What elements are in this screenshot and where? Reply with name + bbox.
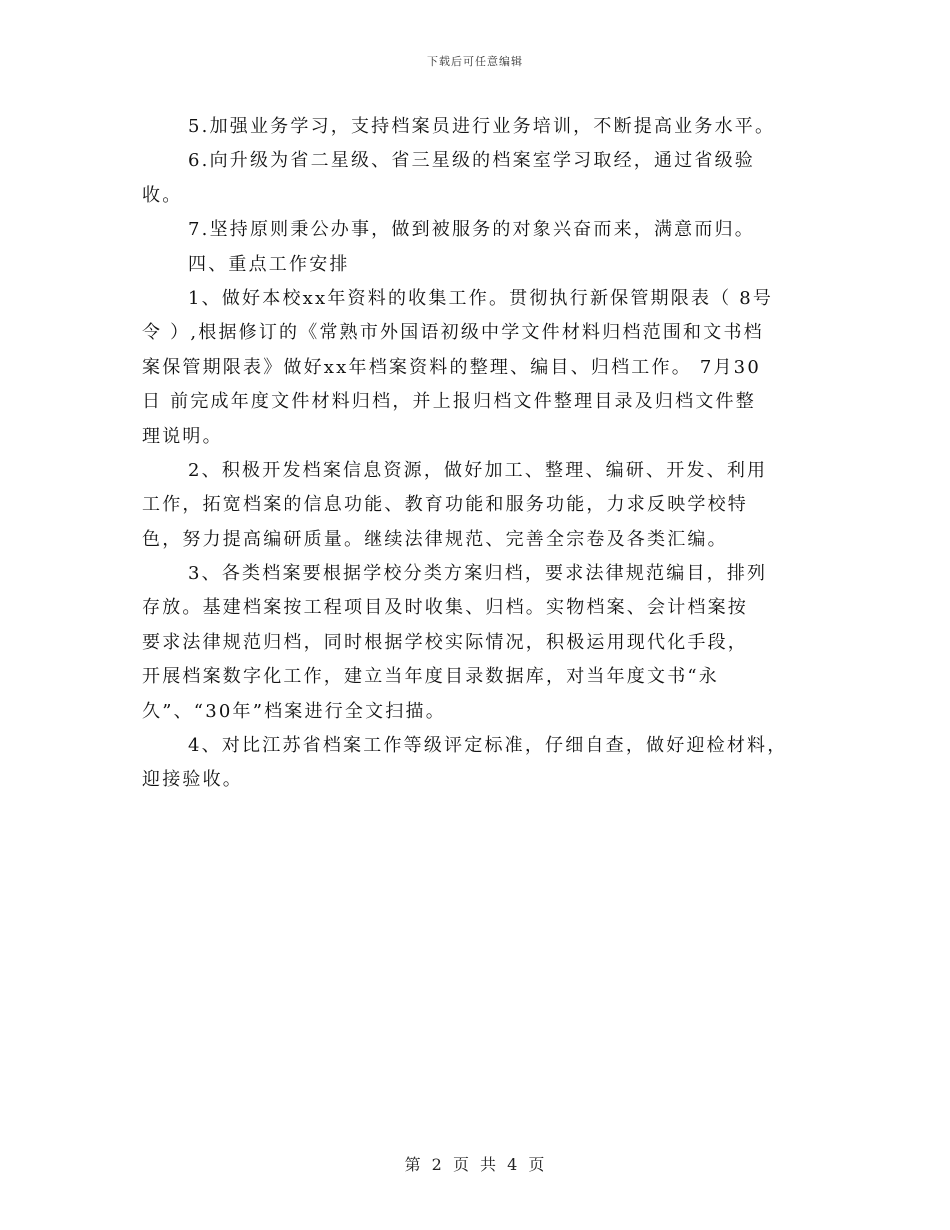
- body-line: 案保管期限表》做好xx年档案资料的整理、编目、归档工作。 7月30: [142, 356, 761, 378]
- page-header: 下载后可任意编辑: [427, 55, 523, 68]
- document-body: [142, 110, 810, 798]
- body-line: 收。: [142, 184, 183, 206]
- body-line: 迎接验收。: [142, 769, 243, 791]
- body-line: 令 ）,根据修订的《常熟市外国语初级中学文件材料归档范围和文书档: [142, 322, 764, 344]
- body-line: 久”、“30年”档案进行全文扫描。: [142, 700, 446, 722]
- body-line: 理说明。: [142, 425, 223, 447]
- body-line: 5.加强业务学习，支持档案员进行业务培训，不断提高业务水平。: [188, 116, 776, 137]
- body-line: 6.向升级为省二星级、省三星级的档案室学习取经，通过省级验: [188, 150, 755, 172]
- body-line: 4、对比江苏省档案工作等级评定标准，仔细自查，做好迎检材料，: [188, 735, 788, 757]
- body-line: 日 前完成年度文件材料归档，并上报归档文件整理目录及归档文件整: [142, 391, 756, 413]
- body-line: 7.坚持原则秉公办事，做到被服务的对象兴奋而来，满意而归。: [188, 219, 755, 241]
- page-number: 第 2 页 共 4 页: [404, 1155, 546, 1174]
- body-line: 存放。基建档案按工程项目及时收集、归档。实物档案、会计档案按: [142, 597, 748, 619]
- body-line: 1、做好本校xx年资料的收集工作。贯彻执行新保管期限表（ 8号: [188, 287, 774, 309]
- body-line: 要求法律规范归档，同时根据学校实际情况，积极运用现代化手段，: [142, 631, 748, 653]
- body-line: 2、积极开发档案信息资源，做好加工、整理、编研、开发、利用: [188, 459, 768, 481]
- body-line: 3、各类档案要根据学校分类方案归档，要求法律规范编目，排列: [188, 563, 768, 585]
- body-line: 色，努力提高编研质量。继续法律规范、完善全宗卷及各类汇编。: [142, 528, 728, 550]
- body-line: 工作，拓宽档案的信息功能、教育功能和服务功能，力求反映学校特: [142, 494, 748, 516]
- body-line: 开展档案数字化工作，建立当年度目录数据库，对当年度文书“永: [142, 666, 719, 688]
- section-heading: 四、重点工作安排: [188, 253, 350, 275]
